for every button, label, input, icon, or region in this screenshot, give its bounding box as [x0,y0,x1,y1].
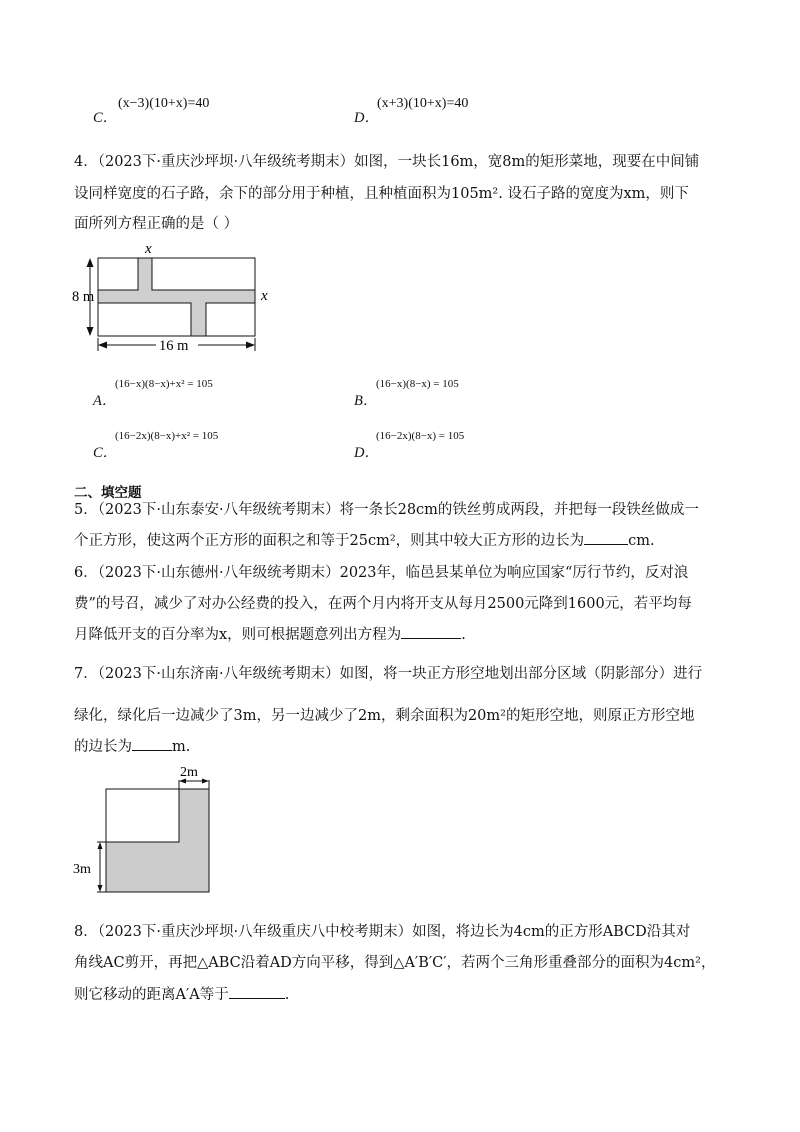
q4-text-line2: 设同样宽度的石子路，余下的部分用于种植，且种植面积为105m². 设石子路的宽度为xm，则下 [74,186,689,202]
q6-text-line3-post: . [461,627,466,643]
section-title-fill-blank: 二、填空题 [74,485,142,501]
label-right-x: x [261,288,268,304]
q5-text-line2-post: cm. [628,533,655,549]
q3-option-d-label: D． [354,110,379,126]
q7-text-line2: 绿化，绿化后一边减少了3m，另一边减少了2m，剩余面积为20m²的矩形空地，则原正方形空地 [74,708,695,724]
q4-option-b-equation: (16−x)(8−x) = 105 [376,378,459,390]
q4-option-d-label: D． [354,445,379,461]
label-top-x: x [145,241,152,257]
q4-option-a-label: A． [93,393,117,409]
q5-text-line2 [74,530,655,551]
q7-text-line3 [74,736,190,757]
q4-text-line1: 4．（2023下·重庆沙坪坝·八年级统考期末）如图，一块长16m，宽8m的矩形菜地，现要在中间铺 [74,154,700,170]
q8-answer-blank[interactable] [229,984,285,999]
q7-text-line1: 7．（2023下·山东济南·八年级统考期末）如图，将一块正方形空地划出部分区域（阴影部分）进行 [74,666,703,682]
q8-text-line1: 8．（2023下·重庆沙坪坝·八年级重庆八中校考期末）如图，将边长为4cm的正方形ABCD沿其对 [74,924,691,940]
q5-answer-blank[interactable] [584,530,628,545]
q6-text-line2: 费”的号召，减少了对办公经费的投入，在两个月内将开支从每月2500元降到1600元，若平均每 [74,596,692,612]
q7-square-figure [70,762,220,894]
label-8m: 8 m [72,289,95,305]
q5-text-line1: 5．（2023下·山东泰安·八年级统考期末）将一条长28cm的铁丝剪成两段，并把每一段铁丝做成一 [74,502,699,518]
q4-option-c-equation: (16−2x)(8−x)+x² = 105 [115,430,219,442]
label-16m: 16 m [159,338,189,354]
q7-text-line3-pre: 的边长为 [74,739,132,755]
q3-option-d-equation: (x+3)(10+x)=40 [377,96,469,111]
q8-text-line3-post: . [284,987,290,1003]
q3-option-c-equation: (x−3)(10+x)=40 [118,96,210,111]
label-3m: 3m [73,862,91,877]
q4-option-d-equation: (16−2x)(8−x) = 105 [376,430,465,442]
q8-text-line3-pre: 则它移动的距离A′A等于 [74,987,229,1003]
q4-option-c-label: C． [93,445,118,461]
q7-answer-blank[interactable] [132,736,172,751]
q4-text-line3: 面所列方程正确的是（ ） [74,216,239,232]
q6-text-line1: 6．（2023下·山东德州·八年级统考期末）2023年，临邑县某单位为响应国家“厉行节约，反对浪 [74,565,689,581]
q4-option-b-label: B． [354,393,378,409]
q6-text-line3 [74,624,466,645]
q7-text-line3-post: m. [172,739,191,755]
q8-text-line2: 角线AC剪开，再把△ABC沿着AD方向平移，得到△A′B′C′，若两个三角形重叠部分的面积为4cm²， [74,955,716,971]
q6-text-line3-pre: 月降低开支的百分率为x，则可根据题意列出方程为 [74,627,402,643]
q3-option-c-label: C． [93,110,118,126]
label-2m: 2m [180,765,198,780]
q4-option-a-equation: (16−x)(8−x)+x² = 105 [115,378,213,390]
q8-text-line3 [74,984,289,1005]
q6-answer-blank[interactable] [401,624,461,639]
q5-text-line2-pre: 个正方形，使这两个正方形的面积之和等于25cm²，则其中较大正方形的边长为 [74,533,585,549]
q4-garden-figure [70,238,290,356]
